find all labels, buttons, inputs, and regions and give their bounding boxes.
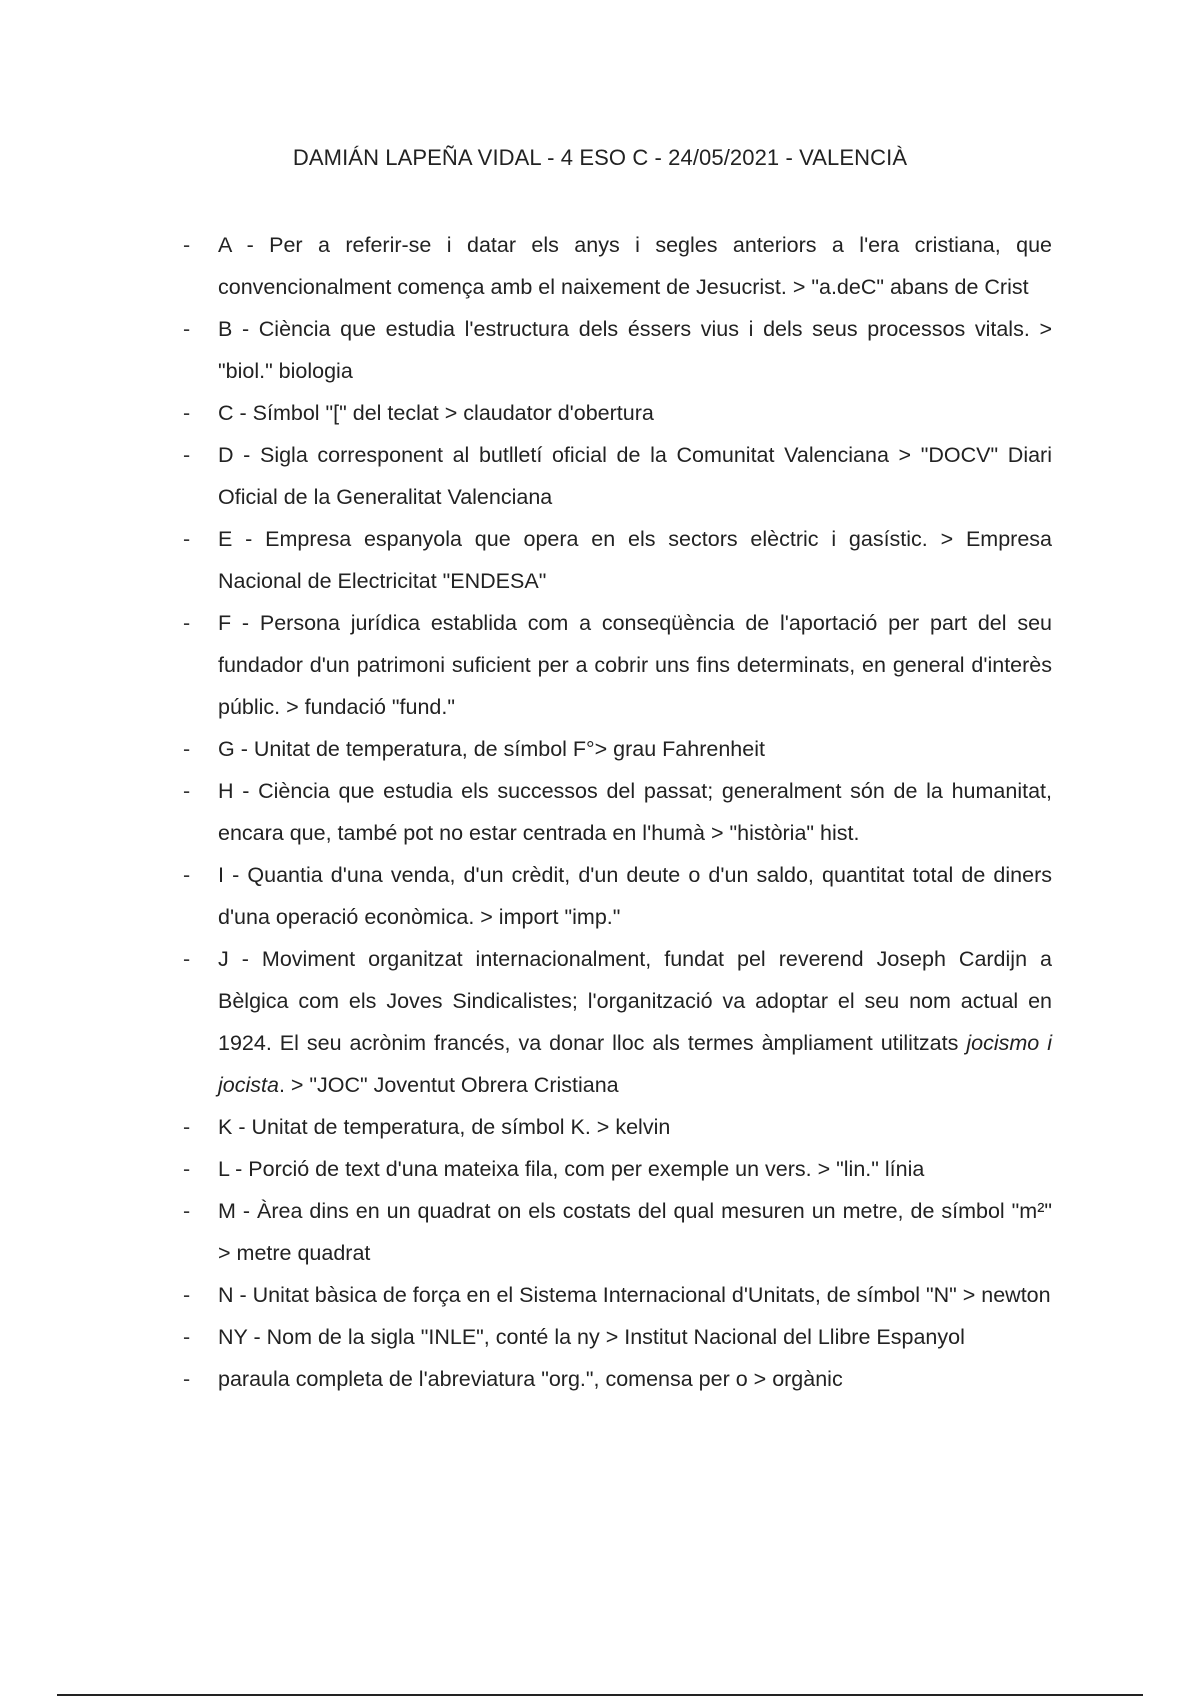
list-item-ny: - NY - Nom de la sigla "INLE", conté la ny > Institut Nacional del Llibre Espanyol	[0, 1316, 1052, 1358]
list-item-n: - N - Unitat bàsica de força en el Sistema Internacional d'Unitats, de símbol "N" > newton	[0, 1274, 1052, 1316]
list-item-f: - F - Persona jurídica establida com a conseqüència de l'aportació per part del seu fundador d'un patrimoni suficient per a cobrir uns fins determinats, en general d'interès públic. > fundació "fund."	[0, 602, 1052, 728]
definition-list	[0, 224, 1200, 1400]
list-item-e: - E - Empresa espanyola que opera en els sectors elèctric i gasístic. > Empresa Nacional de Electricitat "ENDESA"	[0, 518, 1052, 602]
list-item-h: - H - Ciència que estudia els successos del passat; generalment són de la humanitat, encara que, també pot no estar centrada en l'humà > "història" hist.	[0, 770, 1052, 854]
list-item-o: - paraula completa de l'abreviatura "org.", comensa per o > orgànic	[0, 1358, 1052, 1400]
list-item-c: - C - Símbol "[" del teclat > claudator d'obertura	[0, 392, 1052, 434]
list-item-j-text: J - Moviment organitzat internacionalment, fundat pel reverend Joseph Cardijn a Bèlgica com els Joves Sindicalistes; l'organització va adoptar el seu nom actual en 1924. El seu acrònim francés, va donar lloc als termes àmpliament utilitzats	[218, 947, 1052, 1055]
list-item-a: - A - Per a referir-se i datar els anys i segles anteriors a l'era cristiana, que convencionalment comença amb el naixement de Jesucrist. > "a.deC" abans de Crist	[0, 224, 1052, 308]
list-item-j	[0, 938, 1052, 1106]
list-item-j-italic-terms: jocismo i jocista	[218, 1031, 1052, 1097]
list-item-j-answer: . > "JOC" Joventut Obrera Cristiana	[278, 1073, 619, 1097]
list-item-l: - L - Porció de text d'una mateixa fila, com per exemple un vers. > "lin." línia	[0, 1148, 1052, 1190]
footer-divider	[57, 1694, 1143, 1696]
page-title: DAMIÁN LAPEÑA VIDAL - 4 ESO C - 24/05/2021 - VALENCIÀ	[292, 145, 908, 170]
list-item-i: - I - Quantia d'una venda, d'un crèdit, d'un deute o d'un saldo, quantitat total de diners d'una operació econòmica. > import "imp."	[0, 854, 1052, 938]
list-item-b: - B - Ciència que estudia l'estructura dels éssers vius i dels seus processos vitals. > "biol." biologia	[0, 308, 1052, 392]
list-item-d: - D - Sigla corresponent al butlletí oficial de la Comunitat Valenciana > "DOCV" Diari Oficial de la Generalitat Valenciana	[0, 434, 1052, 518]
list-item-m: - M - Àrea dins en un quadrat on els costats del qual mesuren un metre, de símbol "m²" > metre quadrat	[0, 1190, 1052, 1274]
list-item-g: - G - Unitat de temperatura, de símbol F°> grau Fahrenheit	[0, 728, 1052, 770]
list-item-k: - K - Unitat de temperatura, de símbol K. > kelvin	[0, 1106, 1052, 1148]
